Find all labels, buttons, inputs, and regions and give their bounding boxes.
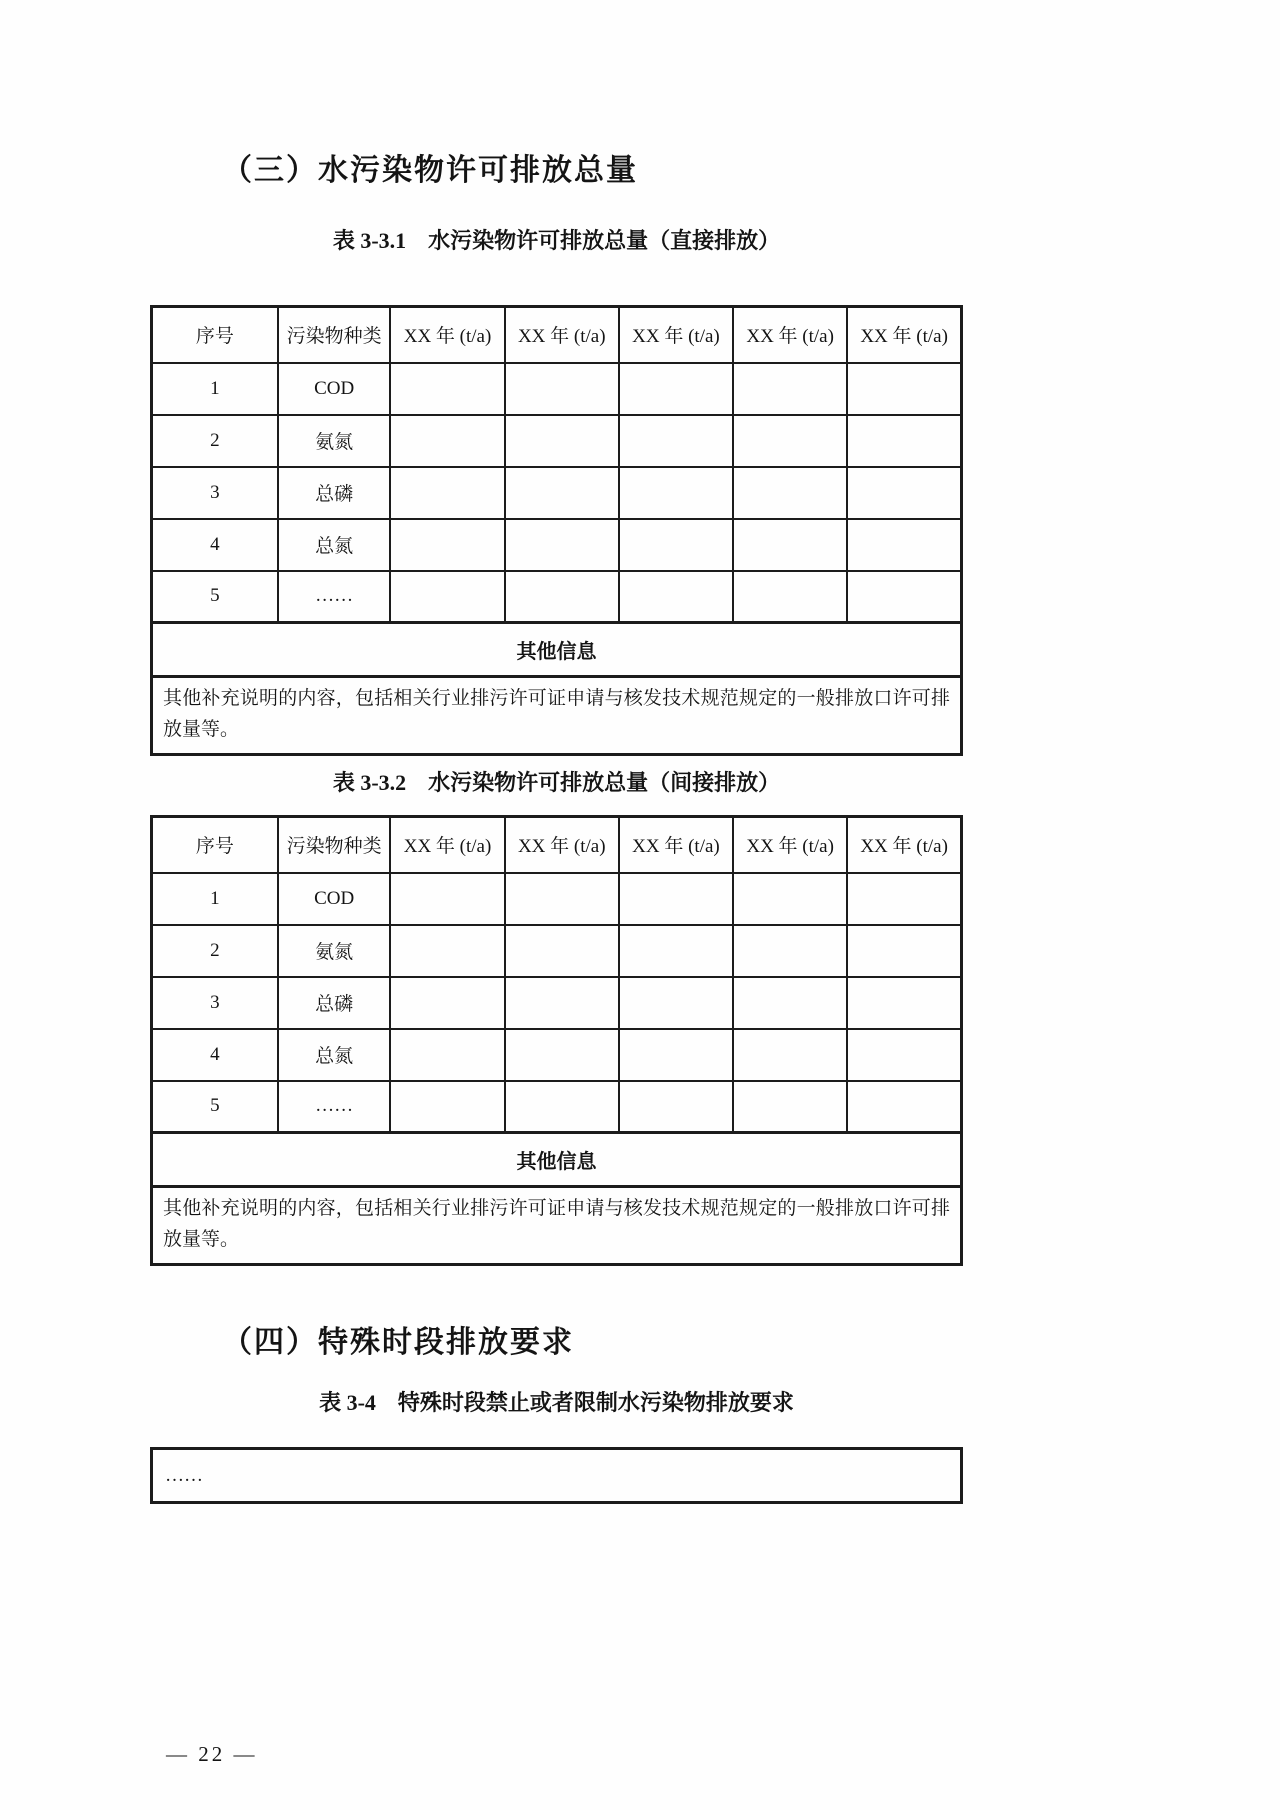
value-cell-empty (390, 519, 504, 571)
value-cell-empty (847, 571, 961, 623)
pollutant-cell: …… (278, 1081, 391, 1133)
value-cell-empty (619, 925, 733, 977)
pollutant-cell: 氨氮 (278, 415, 391, 467)
note-text: 其他补充说明的内容，包括相关行业排污许可证申请与核发技术规范规定的一般排放口许可排放量等。 (152, 677, 962, 755)
header-cell-year1: XX 年 (t/a) (390, 817, 504, 873)
value-cell-empty (847, 363, 961, 415)
value-cell-empty (733, 519, 847, 571)
value-cell-empty (847, 415, 961, 467)
table-3-3-1-direct-discharge (150, 305, 963, 756)
pollutant-cell: COD (278, 873, 391, 925)
row-number-cell: 3 (152, 467, 278, 519)
value-cell-empty (505, 977, 619, 1029)
value-cell-empty (619, 977, 733, 1029)
header-cell-no: 序号 (152, 307, 278, 363)
section-three-heading: （三）水污染物许可排放总量 (222, 154, 638, 187)
row-number-cell: 1 (152, 363, 278, 415)
pollutant-cell: 总氮 (278, 1029, 391, 1081)
value-cell-empty (390, 467, 504, 519)
value-cell-empty (390, 415, 504, 467)
table-row (152, 519, 962, 571)
value-cell-empty (847, 925, 961, 977)
value-cell-empty (733, 415, 847, 467)
water-pollutant-indirect-table (150, 815, 963, 1266)
value-cell-empty (505, 1081, 619, 1133)
table-row (152, 571, 962, 623)
pollutant-cell: 总氮 (278, 519, 391, 571)
header-cell-year4: XX 年 (t/a) (733, 817, 847, 873)
table-row (152, 1081, 962, 1133)
value-cell-empty (847, 1081, 961, 1133)
value-cell-empty (847, 467, 961, 519)
table-row (152, 1029, 962, 1081)
table-row (152, 925, 962, 977)
pollutant-cell: 总磷 (278, 977, 391, 1029)
value-cell-empty (505, 519, 619, 571)
value-cell-empty (847, 873, 961, 925)
value-cell-empty (390, 925, 504, 977)
other-info-label: 其他信息 (152, 1133, 962, 1187)
row-number-cell: 1 (152, 873, 278, 925)
value-cell-empty (619, 1081, 733, 1133)
pollutant-cell: 总磷 (278, 467, 391, 519)
value-cell-empty (619, 1029, 733, 1081)
other-info-label: 其他信息 (152, 623, 962, 677)
table-header-row (152, 817, 962, 873)
value-cell-empty (733, 363, 847, 415)
value-cell-empty (619, 873, 733, 925)
value-cell-empty (390, 571, 504, 623)
header-cell-year3: XX 年 (t/a) (619, 307, 733, 363)
pollutant-cell: 氨氮 (278, 925, 391, 977)
value-cell-empty (390, 977, 504, 1029)
value-cell-empty (619, 571, 733, 623)
table-row (152, 467, 962, 519)
note-row (152, 1187, 962, 1265)
row-number-cell: 2 (152, 925, 278, 977)
header-cell-pollutant: 污染物种类 (278, 307, 391, 363)
value-cell-empty (847, 519, 961, 571)
header-cell-year2: XX 年 (t/a) (505, 817, 619, 873)
other-info-row (152, 623, 962, 677)
value-cell-empty (505, 467, 619, 519)
table-row (152, 363, 962, 415)
value-cell-empty (390, 363, 504, 415)
row-number-cell: 4 (152, 1029, 278, 1081)
table-3-3-2-indirect-discharge (150, 815, 963, 1266)
page-number: — 22 — (166, 1742, 258, 1766)
pollutant-cell: COD (278, 363, 391, 415)
value-cell-empty (733, 873, 847, 925)
header-cell-year3: XX 年 (t/a) (619, 817, 733, 873)
row-number-cell: 5 (152, 571, 278, 623)
header-cell-year4: XX 年 (t/a) (733, 307, 847, 363)
value-cell-empty (390, 873, 504, 925)
value-cell-empty (505, 1029, 619, 1081)
table-header-row (152, 307, 962, 363)
value-cell-empty (733, 925, 847, 977)
note-text: 其他补充说明的内容，包括相关行业排污许可证申请与核发技术规范规定的一般排放口许可排放量等。 (152, 1187, 962, 1265)
value-cell-empty (733, 977, 847, 1029)
row-number-cell: 5 (152, 1081, 278, 1133)
value-cell-empty (733, 467, 847, 519)
row-number-cell: 3 (152, 977, 278, 1029)
table-row (152, 873, 962, 925)
table-row (152, 977, 962, 1029)
value-cell-empty (505, 873, 619, 925)
special-period-requirements-box: …… (150, 1447, 963, 1504)
section-four-heading: （四）特殊时段排放要求 (222, 1326, 574, 1359)
value-cell-empty (733, 1029, 847, 1081)
row-number-cell: 4 (152, 519, 278, 571)
value-cell-empty (505, 571, 619, 623)
value-cell-empty (619, 363, 733, 415)
header-cell-pollutant: 污染物种类 (278, 817, 391, 873)
header-cell-year1: XX 年 (t/a) (390, 307, 504, 363)
table-3-3-2-caption: 表 3-3.2 水污染物许可排放总量（间接排放） (332, 770, 781, 795)
table-3-4-caption: 表 3-4 特殊时段禁止或者限制水污染物排放要求 (319, 1390, 794, 1415)
water-pollutant-direct-table (150, 305, 963, 756)
value-cell-empty (390, 1029, 504, 1081)
value-cell-empty (505, 415, 619, 467)
other-info-row (152, 1133, 962, 1187)
header-cell-year5: XX 年 (t/a) (847, 817, 961, 873)
value-cell-empty (733, 571, 847, 623)
value-cell-empty (619, 519, 733, 571)
header-cell-year2: XX 年 (t/a) (505, 307, 619, 363)
value-cell-empty (847, 977, 961, 1029)
value-cell-empty (619, 415, 733, 467)
table-row (152, 415, 962, 467)
table-3-3-1-caption: 表 3-3.1 水污染物许可排放总量（直接排放） (332, 228, 781, 253)
value-cell-empty (390, 1081, 504, 1133)
header-cell-year5: XX 年 (t/a) (847, 307, 961, 363)
value-cell-empty (505, 363, 619, 415)
value-cell-empty (619, 467, 733, 519)
pollutant-cell: …… (278, 571, 391, 623)
row-number-cell: 2 (152, 415, 278, 467)
value-cell-empty (847, 1029, 961, 1081)
value-cell-empty (733, 1081, 847, 1133)
header-cell-no: 序号 (152, 817, 278, 873)
value-cell-empty (505, 925, 619, 977)
note-row (152, 677, 962, 755)
